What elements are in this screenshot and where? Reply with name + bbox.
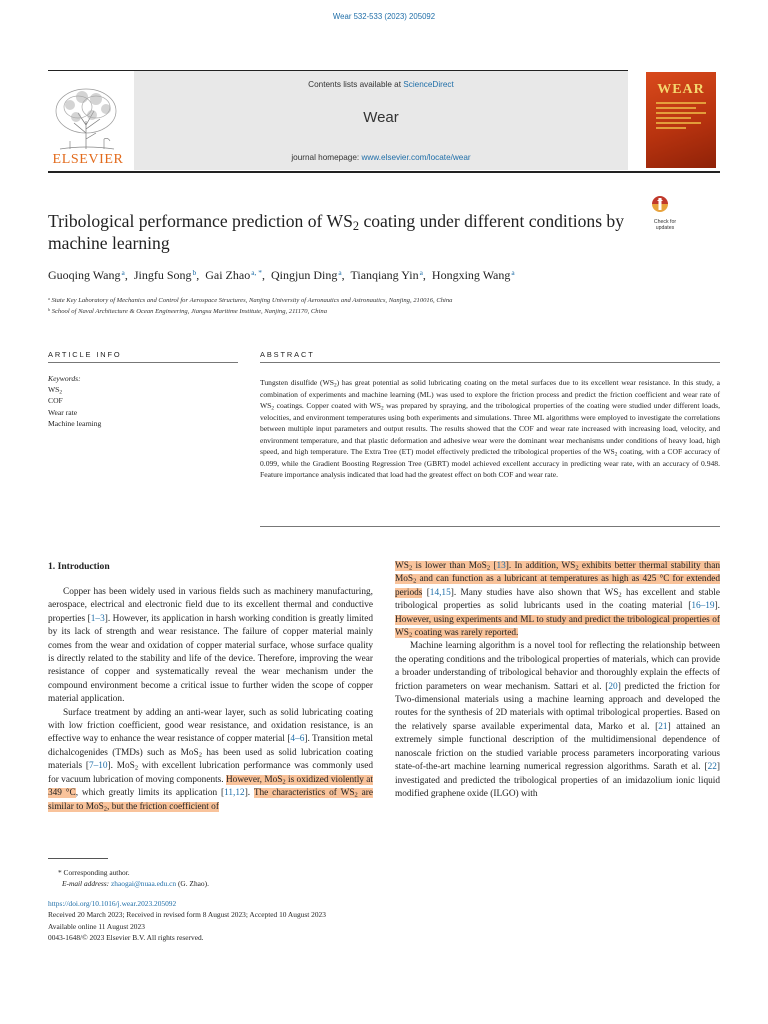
abstract-label: ABSTRACT — [260, 350, 315, 359]
journal-name: Wear — [363, 109, 399, 126]
keyword[interactable]: $WS_2$ — [48, 385, 63, 396]
citation-link[interactable]: 21 — [658, 721, 668, 732]
contents-prefix: Contents lists available at — [308, 80, 404, 89]
paragraph: $WS_2$ is lower than MoS$_2$ [13]. In addition, $WS_2$ exhibits better thermal stability than MoS$_2$ and can function as a lubricant at temperatures as high as 425 °C for extended periods [14,15]. Many studies have also shown that $WS_2$ has excellent and stable tribological properties as solid lubricants used in the coating material [16–19]. However, using experiments and ML to study and predict the tribological properties of $WS_2$ coating was rarely reported. — [395, 561, 721, 639]
highlight: $WS_2$ is lower than MoS$_2$ [13]. In addition, $WS_2$ exhibits better thermal stability than MoS$_2$ and can function as a lubricant at temperatures as high as 425 °C for extended periods — [395, 561, 720, 598]
available-online: Available online 11 August 2023 — [48, 921, 145, 931]
keyword[interactable]: Machine learning — [48, 418, 102, 428]
body-left-column — [48, 586, 373, 814]
citation-link[interactable]: 16–19 — [691, 601, 715, 612]
cover-title: WEAR — [657, 82, 705, 97]
affiliation-marker[interactable]: a — [121, 267, 125, 277]
abstract-rule — [260, 362, 720, 363]
email-note: E-mail address: zhaogai@nuaa.edu.cn (G. Zhao). — [62, 879, 209, 889]
citation-link[interactable]: 11,12 — [224, 788, 245, 799]
footnote-rule — [48, 858, 108, 859]
abstract-bottom-rule — [260, 526, 720, 527]
received-dates: Received 20 March 2023; Received in revised form 8 August 2023; Accepted 10 August 2023 — [48, 910, 326, 920]
masthead-rule-bottom — [48, 171, 720, 173]
author-name[interactable]: Guoqing Wang — [48, 268, 121, 282]
citation-link[interactable]: 20 — [608, 681, 618, 692]
footnotes — [48, 867, 448, 889]
highlight: The characteristics of $WS_2$ are similar to MoS$_2$, but the friction coefficient of — [48, 788, 373, 813]
article-title: Tribological performance prediction of $WS_2$ coating under different conditions by machine learning — [48, 211, 625, 253]
citation-link[interactable]: 13 — [496, 561, 506, 571]
affiliation-marker[interactable]: b — [192, 267, 197, 277]
publication-meta — [48, 898, 498, 943]
article-info-rule — [48, 362, 238, 363]
keyword[interactable]: Wear rate — [48, 407, 78, 417]
homepage-prefix: journal homepage: — [291, 153, 362, 162]
author-list: Guoqing Wang $^a$, Jingfu Song $^b$, Gai Zhao $^{a, *}$, Qingjun Ding $^a$, Tianqiang Yin $^a$, Hongxing Wang $^a$ — [48, 267, 515, 282]
section-heading-introduction: 1. Introduction — [48, 561, 110, 572]
crossmark-icon — [648, 195, 672, 213]
check-for-updates-badge[interactable] — [648, 195, 682, 231]
author-name[interactable]: Gai Zhao — [205, 268, 251, 282]
affiliation-marker[interactable]: a — [511, 267, 515, 277]
affiliations — [48, 295, 720, 317]
masthead-rule-top — [48, 70, 628, 71]
highlight: However, using experiments and ML to study and predict the tribological properties of $WS_2$ coating was rarely reported. — [395, 614, 720, 639]
affiliation-marker[interactable]: a, * — [251, 267, 262, 277]
journal-homepage-line — [134, 153, 628, 162]
affiliation-a: $^a$ State Key Laboratory of Mechanics and Control for Aerospace Structures, Nanjing University of Aeronautics and Astronautics, Nanjing, 210016, China — [48, 295, 453, 304]
journal-citation[interactable]: Wear 532-533 (2023) 205092 — [332, 12, 436, 21]
email-link[interactable]: zhaogai@nuaa.edu.cn — [111, 879, 177, 889]
affiliation-b: $^b$ School of Naval Architecture & Ocean Engineering, Jiangsu Maritime Institute, Nanjing, 211170, China — [48, 306, 328, 315]
corresponding-author-note: * Corresponding author. — [58, 868, 130, 877]
copyright: 0043-1648/© 2023 Elsevier B.V. All rights reserved. — [48, 932, 204, 942]
abstract-text: Tungsten disulfide $(WS_2)$ has great potential as solid lubricating coating on the metal surfaces due to its excellent wear resistance. In this study, a combination of experiments and machine learning (ML) was used to explore the friction process and predict the friction coefficient and wear rate of $WS_2$ coatings. Copper coated with $WS_2$ was prepared by spraying, and the tribological properties of the coating were studied under different loads, velocities, and environment temperatures using both experiments and simulations. Three ML algorithms were employed to investigate the correlations between multiple input parameters and output results. The results showed that the COF and wear rate increased with increasing load, velocity, and environment temperature, and that plastic deformation and adhesive wear were the dominant wear mechanisms under conditions of heavy load, high speed, and high temperature. The Extra Tree (ET) model effectively predicted the tribological properties of the $WS_2$ coating, with a COF accuracy of 0.099, while the Gradient Boosting Regression Tree (GBRT) model achieved excellent accuracy in predicting wear rate, with an accuracy of 0.948. Feature importance analysis indicated that load had the greatest effect on both COF and wear rate. — [260, 378, 720, 480]
cover-text-lines — [656, 102, 706, 132]
journal-homepage-link[interactable]: www.elsevier.com/locate/wear — [361, 153, 471, 162]
affiliation-marker[interactable]: a — [338, 267, 342, 277]
author-name[interactable]: Qingjun Ding — [270, 268, 338, 282]
author-name[interactable]: Tianqiang Yin — [350, 268, 419, 282]
paragraph: Copper has been widely used in various fields such as machinery manufacturing, aerospace, electrical and electronic field due to its excellent thermal and conductive properties [1–3]. However, its application in harsh working condition is greatly limited by its lack of strength and wear resistance. The failure of copper material mainly comes from the wear and oxidation of copper material surface, whose surface quality is directly related to the stability and life of the device. Therefore, improving the wear resistance of copper and systematically reveal the wear mechanism under the compound environment become a critical issue to further widen the scope of copper material application. — [48, 587, 373, 705]
paragraph: Surface treatment by adding an anti-wear layer, such as solid lubricating coating with low friction coefficient, good wear resistance, and oxidation resistance, is an effective way to enhance the wear resistance of copper material [4–6]. Transition metal dichalcogenides (TMDs) such as MoS$_2$ has been used as solid lubrication coating materials [7–10]. MoS$_2$ with excellent lubrication performance was commonly used for vacuum lubrication of moving components. However, MoS$_2$ is oxidized violently at 349 °C, which greatly limits its application [11,12]. The characteristics of $WS_2$ are similar to MoS$_2$, but the friction coefficient of — [48, 707, 374, 813]
keywords-block — [48, 373, 238, 429]
citation-link[interactable]: 22 — [707, 762, 717, 773]
contents-line — [134, 80, 628, 89]
elsevier-wordmark: ELSEVIER — [52, 152, 124, 167]
citation-link[interactable]: 4–6 — [290, 734, 305, 745]
citation-link[interactable]: 14,15 — [429, 587, 451, 598]
check-updates-label: Check for updates — [653, 219, 677, 231]
author-name[interactable]: Jingfu Song — [133, 268, 192, 282]
keywords-label: Keywords: — [48, 374, 81, 383]
author-name[interactable]: Hongxing Wang — [431, 268, 511, 282]
highlight: However, MoS$_2$ is oxidized violently at 349 °C — [48, 774, 373, 799]
article-info-label: ARTICLE INFO — [48, 350, 122, 359]
journal-cover-image[interactable] — [646, 72, 716, 168]
citation-link[interactable]: 7–10 — [88, 761, 108, 772]
affiliation-marker[interactable]: a — [419, 267, 423, 277]
citation-link[interactable]: 1–3 — [90, 613, 105, 624]
keyword[interactable]: COF — [48, 396, 63, 406]
body-right-column — [395, 560, 720, 801]
doi-link[interactable]: https://doi.org/10.1016/j.wear.2023.205092 — [48, 899, 177, 908]
paragraph: Machine learning algorithm is a novel tool for reflecting the relationship between the operating conditions and the tribological properties of materials, which can provide a broader understanding of tribological behavior and thoroughly explain the effects of friction parameters on wear mechanism. Sattari et al. [20] predicted the friction for Two-dimensional materials using a machine learning approach and developed the routes for the synthesis of 2D materials with optimal tribological properties. Based on the relatively sparse available experimental data, Marko et al. [21] attained an extremely simple functional description of the multidimensional dependence of nanoscale friction on the studied variable process parameters incorporating various state-of-the-art machine learning numerical regression algorithms. Sarath et al. [22] investigated and predicted the tribological properties of an imidazolium ionic liquid modified graphene oxide (ILGO) with — [395, 641, 720, 799]
sciencedirect-link[interactable]: ScienceDirect — [403, 80, 454, 89]
